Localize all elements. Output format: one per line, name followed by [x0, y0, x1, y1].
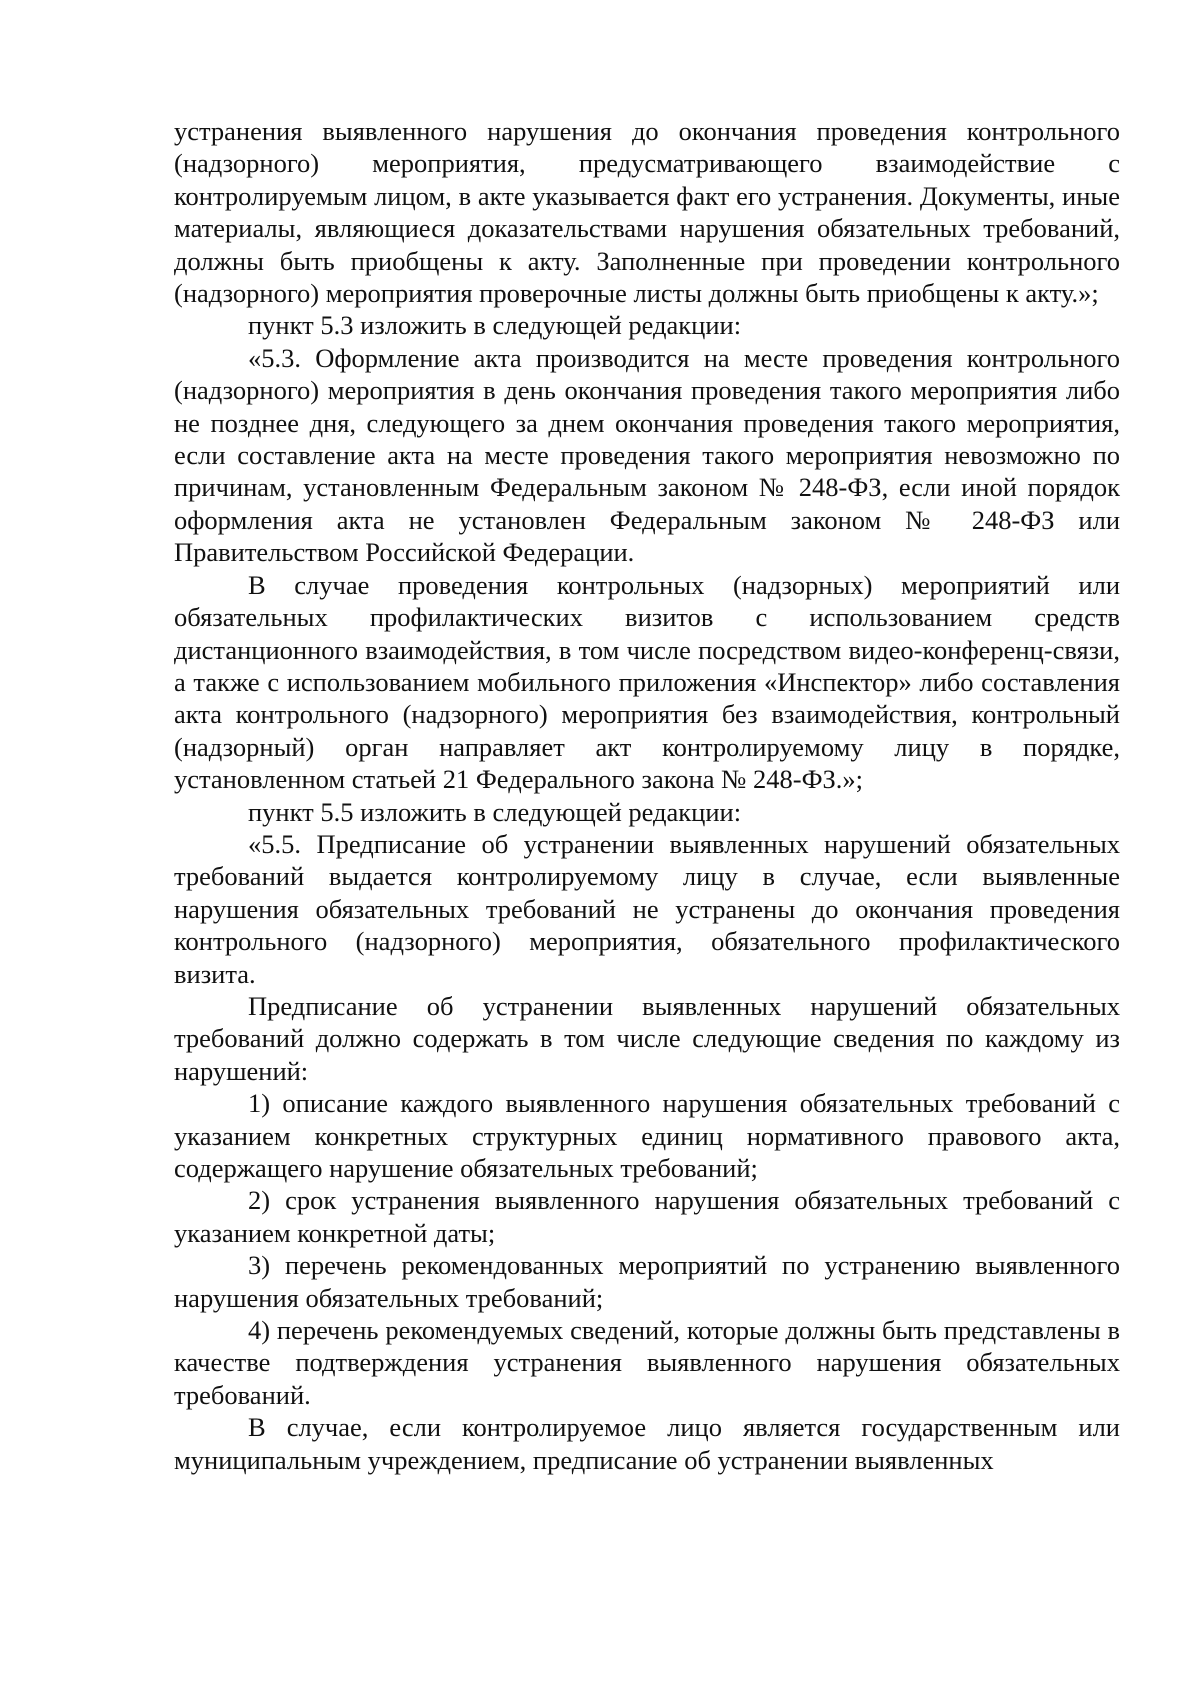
- paragraph-amendment-5-3-intro: пункт 5.3 изложить в следующей редакции:: [248, 310, 742, 341]
- list-item-4: 4) перечень рекомендуемых сведений, которые должны быть представлены в качестве подтверждения устранения выявленного нарушения обязательных требований.: [174, 1315, 1120, 1410]
- paragraph-continuation: устранения выявленного нарушения до окончания проведения контрольного (надзорного) мероприятия, предусматривающего взаимодействие с контролируемым лицом, в акте указывается факт его устранения. Документы, иные материалы, являющиеся доказательствами нарушения обязательных требований, должны быть приобщены к акту. Заполненные при проведении контрольного (надзорного) мероприятия проверочные листы должны быть приобщены к акту.»;: [174, 116, 1120, 309]
- paragraph-remote-interaction: В случае проведения контрольных (надзорных) мероприятий или обязательных профилактических визитов с использованием средств дистанционного взаимодействия, в том числе посредством видео-конференц-связи, а также с использованием мобильного приложения «Инспектор» либо составления акта контрольного (надзорного) мероприятия без взаимодействия, контрольный (надзорный) орган направляет акт контролируемому лицу в порядке, установленном статьей 21 Федерального закона № 248-ФЗ.»;: [174, 569, 1120, 795]
- list-item-2: 2) срок устранения выявленного нарушения обязательных требований с указанием конкретной даты;: [174, 1185, 1120, 1248]
- paragraph-amendment-5-5-intro: пункт 5.5 изложить в следующей редакции:: [248, 796, 742, 827]
- paragraph-clause-5-5: «5.5. Предписание об устранении выявленных нарушений обязательных требований выдается контролируемому лицу в случае, если выявленные нарушения обязательных требований не устранены до окончания проведения контрольного (надзорного) мероприятия, обязательного профилактического визита.: [174, 828, 1120, 989]
- paragraph-clause-5-3: «5.3. Оформление акта производится на месте проведения контрольного (надзорного) мероприятия в день окончания проведения такого мероприятия либо не позднее дня, следующего за днем окончания проведения такого мероприятия, если составление акта на месте проведения такого мероприятия невозможно по причинам, установленным Федеральным законом № 248-ФЗ, если иной порядок оформления акта не установлен Федеральным законом № 248-ФЗ или Правительством Российской Федерации.: [174, 342, 1120, 568]
- list-item-3: 3) перечень рекомендованных мероприятий по устранению выявленного нарушения обязательных требований;: [174, 1250, 1120, 1313]
- document-body: [174, 115, 1120, 1476]
- paragraph-state-institution: В случае, если контролируемое лицо является государственным или муниципальным учреждением, предписание об устранении выявленных: [174, 1412, 1120, 1475]
- paragraph-prescription-content: Предписание об устранении выявленных нарушений обязательных требований должно содержать в том числе следующие сведения по каждому из нарушений:: [174, 990, 1120, 1086]
- list-item-1: 1) описание каждого выявленного нарушения обязательных требований с указанием конкретных структурных единиц нормативного правового акта, содержащего нарушение обязательных требований;: [174, 1088, 1120, 1183]
